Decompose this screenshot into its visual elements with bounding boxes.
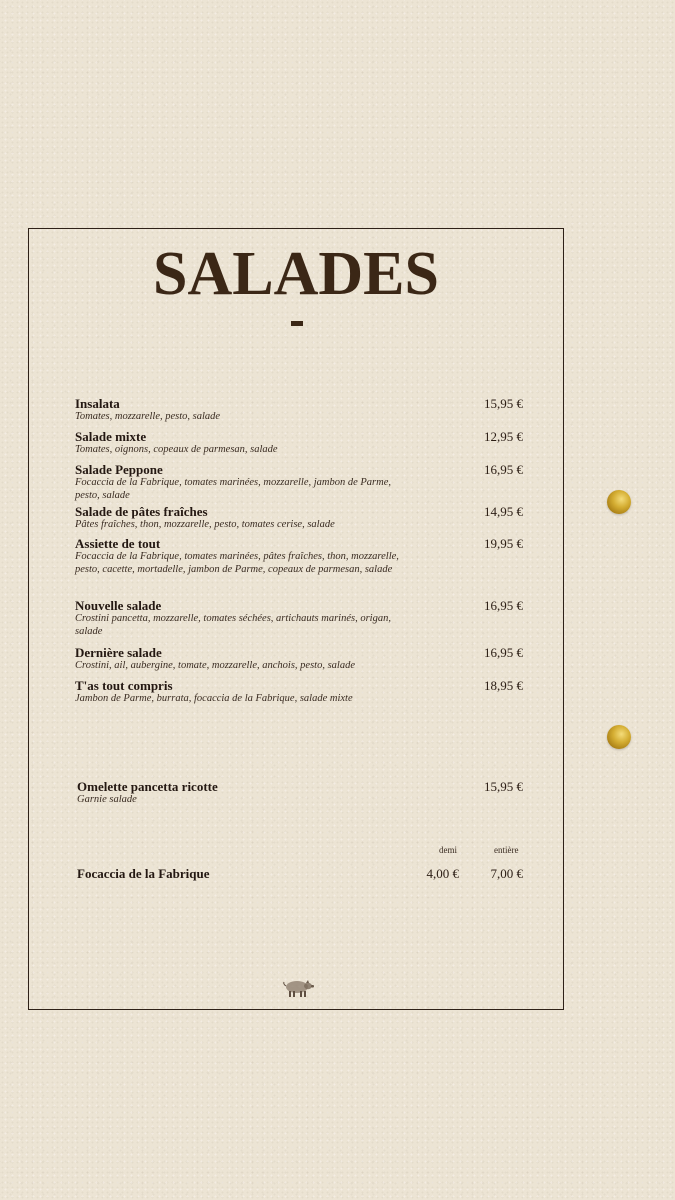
title-divider — [291, 321, 303, 326]
item-name: Insalata — [75, 396, 120, 411]
menu-item-omelette — [77, 780, 523, 807]
item-name: Nouvelle salade — [75, 598, 162, 613]
menu-item — [75, 599, 523, 638]
item-description: Crostini pancetta, mozzarelle, tomates séchées, artichauts marinés, origan, salade — [75, 613, 391, 637]
item-price-demi: 4,00 € — [426, 866, 459, 881]
item-price: 16,95 € — [484, 645, 523, 660]
item-name: Omelette pancetta ricotte — [77, 779, 218, 794]
menu-item — [75, 505, 523, 532]
item-description: Focaccia de la Fabrique, tomates marinées, mozzarelle, jambon de Parme, pesto, salade — [75, 477, 392, 501]
item-name: Salade Peppone — [75, 462, 163, 477]
item-price: 14,95 € — [484, 504, 523, 519]
item-name: Dernière salade — [75, 645, 162, 660]
gold-pin-icon — [607, 490, 631, 514]
item-name: Assiette de tout — [75, 536, 161, 551]
column-header-entiere: entière — [494, 845, 519, 855]
item-price: 15,95 € — [484, 779, 523, 794]
column-header-demi: demi — [439, 845, 457, 855]
menu-item — [75, 679, 523, 706]
item-name: Focaccia de la Fabrique — [77, 866, 210, 881]
menu-item — [75, 397, 523, 424]
menu-item — [75, 463, 523, 502]
item-price: 12,95 € — [484, 429, 523, 444]
item-name: T'as tout compris — [75, 678, 173, 693]
item-description: Pâtes fraîches, thon, mozzarelle, pesto, tomates cerise, salade — [75, 519, 335, 530]
pig-icon — [281, 977, 315, 999]
menu-item-focaccia — [77, 867, 523, 881]
menu-item — [75, 646, 523, 673]
item-price: 15,95 € — [484, 396, 523, 411]
item-description: Focaccia de la Fabrique, tomates marinées, pâtes fraîches, thon, mozzarelle, pesto, cacette, mortadelle, jambon de Parme, copeaux de parmesan, salade — [75, 551, 399, 575]
item-name: Salade de pâtes fraîches — [75, 504, 208, 519]
menu-item — [75, 537, 523, 576]
gold-pin-icon — [607, 725, 631, 749]
menu-item — [75, 430, 523, 457]
item-description: Jambon de Parme, burrata, focaccia de la Fabrique, salade mixte — [75, 693, 353, 704]
item-price: 18,95 € — [484, 678, 523, 693]
item-price: 16,95 € — [484, 462, 523, 477]
item-description: Tomates, oignons, copeaux de parmesan, salade — [75, 444, 278, 455]
item-description: Crostini, ail, aubergine, tomate, mozzarelle, anchois, pesto, salade — [75, 660, 355, 671]
item-description: Garnie salade — [77, 794, 137, 805]
menu-title: SALADES — [153, 240, 439, 308]
item-price-entiere: 7,00 € — [490, 866, 523, 881]
item-description: Tomates, mozzarelle, pesto, salade — [75, 411, 221, 422]
item-price: 16,95 € — [484, 598, 523, 613]
item-price: 19,95 € — [484, 536, 523, 551]
menu-frame — [28, 228, 564, 1010]
item-name: Salade mixte — [75, 429, 147, 444]
